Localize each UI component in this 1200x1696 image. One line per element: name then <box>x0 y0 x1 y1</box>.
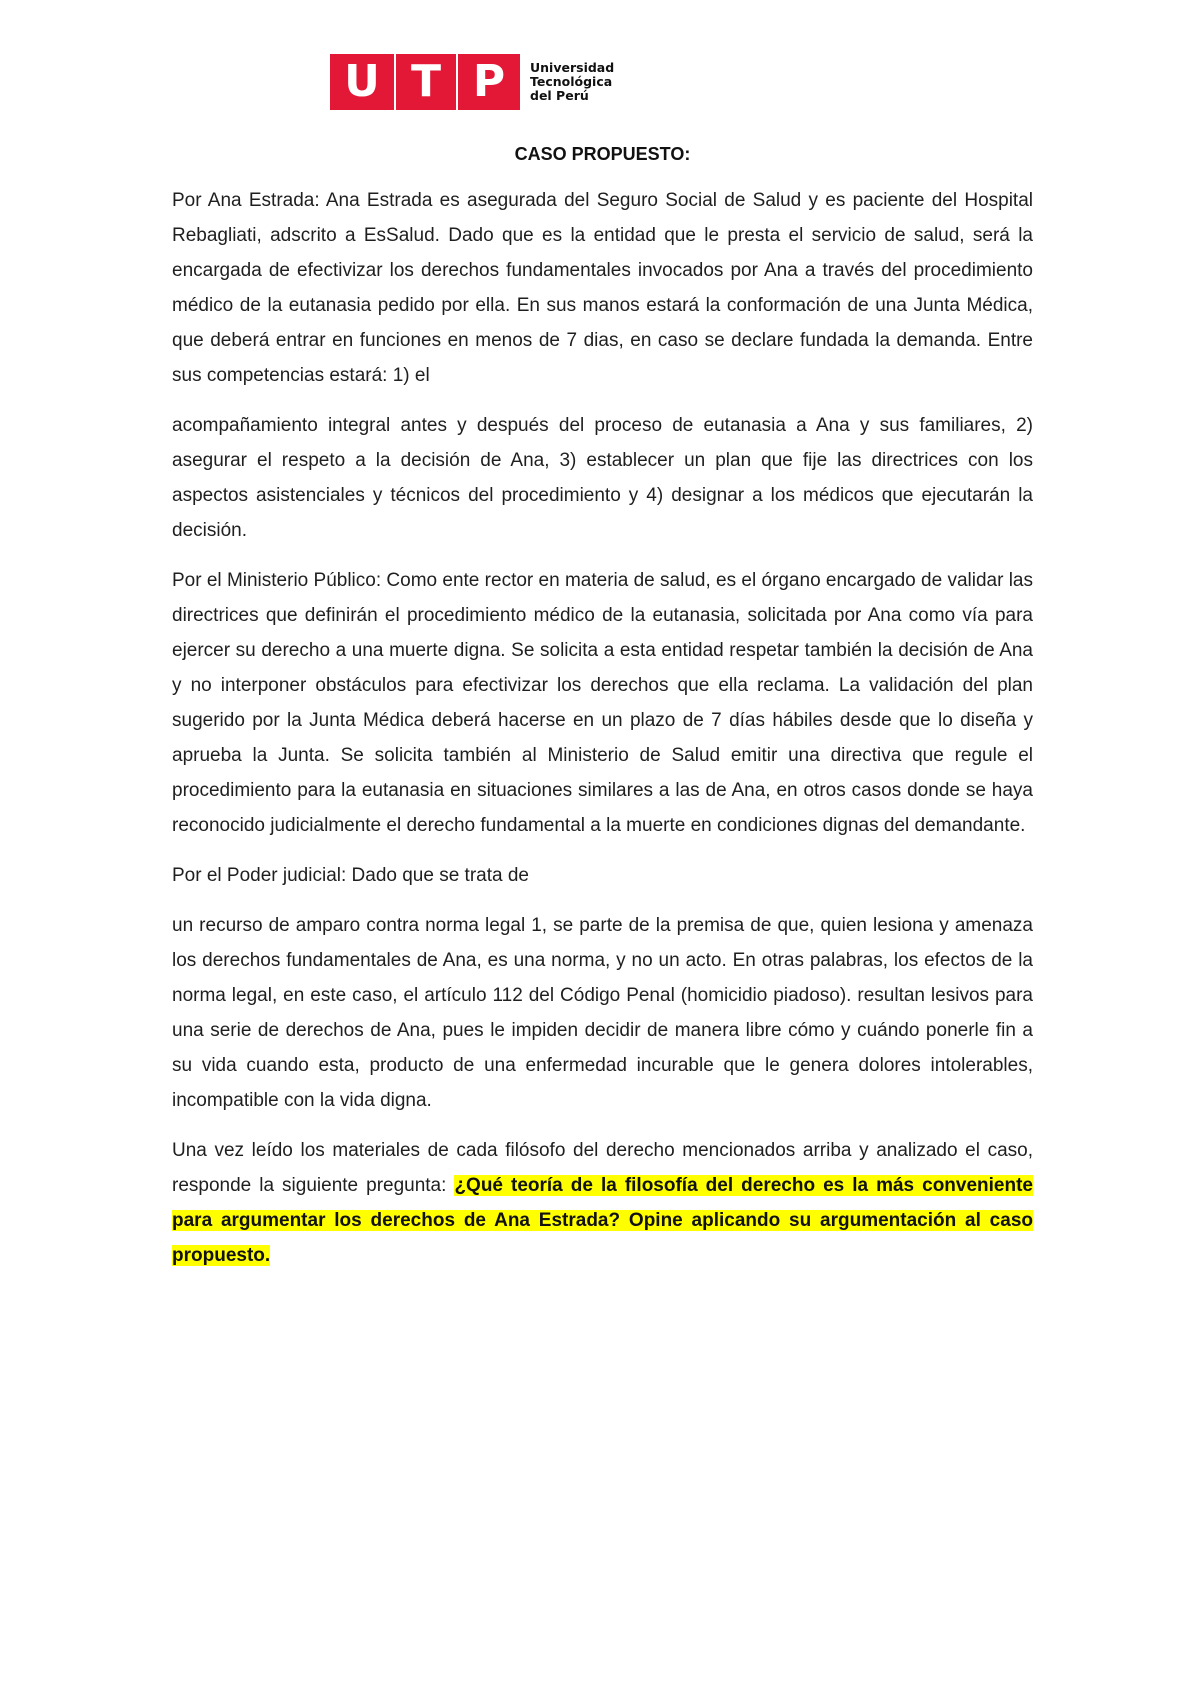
logo-line-3: del Perú <box>530 88 589 103</box>
document-title: CASO PROPUESTO: <box>514 144 691 164</box>
paragraph-question <box>172 1133 1033 1273</box>
utp-logo <box>330 54 614 110</box>
logo-line-1: Universidad <box>530 60 615 75</box>
logo-line-2: Tecnológica <box>530 74 613 89</box>
logo-letter-p: P <box>458 54 520 110</box>
logo-letter-u: U <box>330 54 394 110</box>
logo-letter-t: T <box>396 54 456 110</box>
document-body <box>172 140 1033 1288</box>
paragraph-ministerio-publico: Por el Ministerio Público: Como ente rector en materia de salud, es el órgano encargado de validar las directrices que definirán el procedimiento médico de la eutanasia, solicitada por Ana como vía para ejercer su derecho a una muerte digna. Se solicita a esta entidad respetar también la decisión de Ana y no interponer obstáculos para efectivizar los derechos que ella reclama. La validación del plan sugerido por la Junta Médica deberá hacerse en un plazo de 7 días hábiles desde que lo diseña y aprueba la Junta. Se solicita también al Ministerio de Salud emitir una directiva que regule el procedimiento para la eutanasia en situaciones similares a las de Ana, en otros casos donde se haya reconocido judicialmente el derecho fundamental a la muerte en condiciones dignas del demandante. <box>172 570 1033 836</box>
logo-university-name <box>530 61 614 103</box>
paragraph-poder-judicial: Por el Poder judicial: Dado que se trata de <box>172 865 529 886</box>
utp-logo-mark <box>330 54 520 110</box>
question-highlight: ¿Qué teoría de la filosofía del derecho es la más conveniente para argumentar los derechos de Ana Estrada? Opine aplicando su argumentación al caso propuesto. <box>172 1175 1033 1266</box>
paragraph-recurso-amparo: un recurso de amparo contra norma legal 1, se parte de la premisa de que, quien lesiona y amenaza los derechos fundamentales de Ana, es una norma, y no un acto. En otras palabras, los efectos de la norma legal, en este caso, el artículo 112 del Código Penal (homicidio piadoso). resultan lesivos para una serie de derechos de Ana, pues le impiden decidir de manera libre cómo y cuándo ponerle fin a su vida cuando esta, producto de una enfermedad incurable que le genera dolores intolerables, incompatible con la vida digna. <box>172 915 1033 1111</box>
paragraph-ana-estrada: Por Ana Estrada: Ana Estrada es asegurada del Seguro Social de Salud y es paciente del Hospital Rebagliati, adscrito a EsSalud. Dado que es la entidad que le presta el servicio de salud, será la encargada de efectivizar los derechos fundamentales invocados por Ana a través del procedimiento médico de la eutanasia pedido por ella. En sus manos estará la conformación de una Junta Médica, que deberá entrar en funciones en menos de 7 dias, en caso se declare fundada la demanda. Entre sus competencias estará: 1) el <box>172 190 1033 386</box>
paragraph-competencias: acompañamiento integral antes y después del proceso de eutanasia a Ana y sus familiares, 2) asegurar el respeto a la decisión de Ana, 3) establecer un plan que fije las directrices con los aspectos asistenciales y técnicos del procedimiento y 4) designar a los médicos que ejecutarán la decisión. <box>172 415 1033 541</box>
question-intro: Una vez leído los materiales de cada filósofo del derecho mencionados arriba y analizado el caso, responde la siguiente pregunta: <box>172 1140 1033 1196</box>
